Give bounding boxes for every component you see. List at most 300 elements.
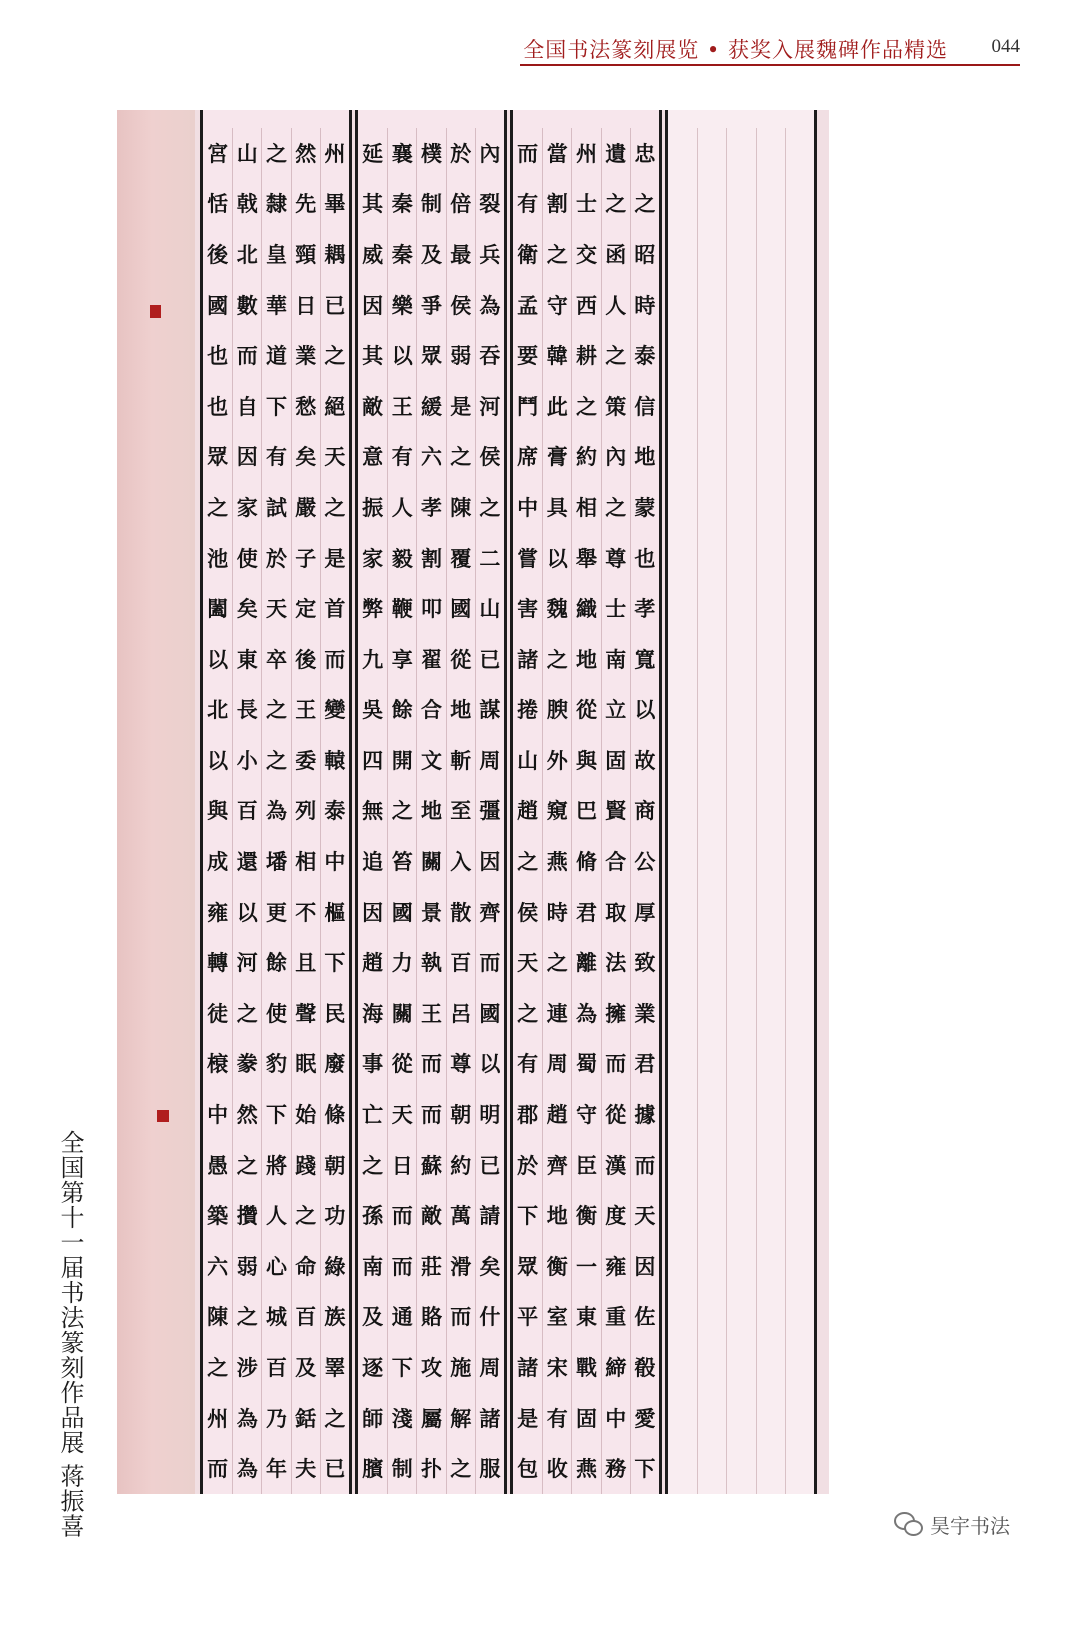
calligraphy-character: 振 — [362, 494, 384, 520]
calligraphy-character: 諸 — [517, 1355, 539, 1381]
calligraphy-character: 時 — [542, 887, 571, 938]
calligraphy-character: 而 — [320, 634, 349, 685]
calligraphy-character — [756, 533, 785, 584]
calligraphy-character: 州 — [571, 128, 600, 179]
calligraphy-character: 數 — [232, 280, 261, 331]
calligraphy-character: 施 — [446, 1342, 475, 1393]
calligraphy-character: 之 — [475, 482, 504, 533]
calligraphy-character: 且 — [291, 937, 320, 988]
calligraphy-character — [668, 482, 697, 533]
calligraphy-character: 二 — [475, 533, 504, 584]
calligraphy-character: 自 — [232, 381, 261, 432]
calligraphy-character: 宋 — [542, 1342, 571, 1393]
calligraphy-character — [668, 1393, 697, 1444]
calligraphy-character: 豢 — [232, 1039, 261, 1090]
calligraphy-character — [668, 1089, 697, 1140]
calligraphy-character: 長 — [232, 685, 261, 736]
calligraphy-character — [785, 887, 814, 938]
calligraphy-character: 有 — [517, 191, 539, 217]
calligraphy-character: 趙 — [362, 950, 384, 976]
calligraphy-character: 嚴 — [291, 482, 320, 533]
calligraphy-character — [726, 229, 755, 280]
calligraphy-character: 殽 — [630, 1342, 659, 1393]
calligraphy-character: 中 — [207, 1102, 229, 1128]
calligraphy-character: 嘗 — [517, 545, 539, 571]
calligraphy-character: 地 — [630, 432, 659, 483]
calligraphy-character: 交 — [571, 229, 600, 280]
calligraphy-character — [668, 330, 697, 381]
calligraphy-character: 之 — [630, 179, 659, 230]
calligraphy-character: 衛 — [517, 241, 539, 267]
calligraphy-character: 使 — [261, 988, 290, 1039]
calligraphy-character: 之 — [207, 1355, 229, 1381]
calligraphy-character: 為 — [232, 1443, 261, 1494]
calligraphy-character — [756, 432, 785, 483]
calligraphy-character — [697, 330, 726, 381]
calligraphy-character — [756, 229, 785, 280]
calligraphy-character: 當 — [542, 128, 571, 179]
calligraphy-character: 關 — [387, 988, 416, 1039]
calligraphy-character — [697, 1140, 726, 1191]
calligraphy-character: 已 — [475, 1140, 504, 1191]
calligraphy-character: 燕 — [571, 1443, 600, 1494]
calligraphy-character — [756, 1241, 785, 1292]
calligraphy-character — [785, 988, 814, 1039]
calligraphy-character — [756, 583, 785, 634]
calligraphy-character: 之 — [320, 330, 349, 381]
calligraphy-character — [697, 482, 726, 533]
calligraphy-character: 百 — [291, 1292, 320, 1343]
calligraphy-character: 襄 — [387, 128, 416, 179]
calligraphy-character — [697, 634, 726, 685]
calligraphy-character: 下 — [261, 1089, 290, 1140]
calligraphy-character: 與 — [571, 735, 600, 786]
calligraphy-character — [756, 381, 785, 432]
calligraphy-character: 孟 — [517, 292, 539, 318]
seal-stamp — [150, 305, 161, 318]
calligraphy-character: 以 — [475, 1039, 504, 1090]
calligraphy-character: 不 — [291, 887, 320, 938]
calligraphy-character: 商 — [630, 786, 659, 837]
calligraphy-character — [668, 836, 697, 887]
calligraphy-character: 然 — [232, 1089, 261, 1140]
calligraphy-character: 事 — [362, 1051, 384, 1077]
calligraphy-character — [697, 128, 726, 179]
calligraphy-character — [756, 330, 785, 381]
calligraphy-character: 而 — [416, 1089, 445, 1140]
calligraphy-character — [726, 988, 755, 1039]
calligraphy-character: 通 — [387, 1292, 416, 1343]
calligraphy-character — [697, 1039, 726, 1090]
calligraphy-character — [756, 1342, 785, 1393]
calligraphy-character: 陳 — [207, 1304, 229, 1330]
calligraphy-character: 眠 — [291, 1039, 320, 1090]
calligraphy-character: 要 — [517, 343, 539, 369]
calligraphy-character — [668, 1140, 697, 1191]
calligraphy-character — [756, 280, 785, 331]
calligraphy-character — [756, 1443, 785, 1494]
calligraphy-character — [726, 482, 755, 533]
calligraphy-character: 海 — [362, 1000, 384, 1026]
calligraphy-character — [697, 1342, 726, 1393]
calligraphy-character: 與 — [207, 798, 229, 824]
calligraphy-character: 固 — [571, 1393, 600, 1444]
calligraphy-character: 戰 — [571, 1342, 600, 1393]
calligraphy-character: 然 — [291, 128, 320, 179]
calligraphy-character: 於 — [446, 128, 475, 179]
calligraphy-character: 是 — [517, 1405, 539, 1431]
calligraphy-character: 州 — [207, 1405, 229, 1431]
calligraphy-character: 之 — [261, 685, 290, 736]
calligraphy-character — [697, 836, 726, 887]
calligraphy-character: 其 — [362, 343, 384, 369]
calligraphy-character: 士 — [601, 583, 630, 634]
calligraphy-character: 從 — [571, 685, 600, 736]
calligraphy-character — [668, 988, 697, 1039]
calligraphy-character: 築 — [207, 1203, 229, 1229]
calligraphy-character: 捲 — [517, 697, 539, 723]
calligraphy-character — [697, 887, 726, 938]
calligraphy-character: 此 — [542, 381, 571, 432]
calligraphy-character: 策 — [601, 381, 630, 432]
calligraphy-character: 臏 — [362, 1456, 384, 1482]
calligraphy-character: 而 — [601, 1039, 630, 1090]
calligraphy-character: 守 — [542, 280, 571, 331]
calligraphy-character: 滑 — [446, 1241, 475, 1292]
calligraphy-character: 已 — [475, 634, 504, 685]
calligraphy-character: 淺 — [387, 1393, 416, 1444]
calligraphy-character: 故 — [630, 735, 659, 786]
calligraphy-character: 家 — [232, 482, 261, 533]
calligraphy-character: 扑 — [416, 1443, 445, 1494]
calligraphy-character: 齊 — [542, 1140, 571, 1191]
calligraphy-character: 年 — [261, 1443, 290, 1494]
calligraphy-character: 齊 — [475, 887, 504, 938]
calligraphy-character: 後 — [291, 634, 320, 685]
calligraphy-character: 之 — [601, 482, 630, 533]
calligraphy-character — [668, 786, 697, 837]
calligraphy-character — [785, 1190, 814, 1241]
calligraphy-character: 雍 — [601, 1241, 630, 1292]
calligraphy-character: 彊 — [475, 786, 504, 837]
calligraphy-character — [726, 937, 755, 988]
calligraphy-character: 銛 — [291, 1393, 320, 1444]
calligraphy-character: 孝 — [416, 482, 445, 533]
calligraphy-character: 以 — [207, 646, 229, 672]
calligraphy-character: 還 — [232, 836, 261, 887]
calligraphy-character — [668, 1241, 697, 1292]
calligraphy-character: 入 — [446, 836, 475, 887]
calligraphy-character: 北 — [207, 697, 229, 723]
calligraphy-character — [785, 229, 814, 280]
calligraphy-character: 天 — [261, 583, 290, 634]
calligraphy-character: 君 — [630, 1039, 659, 1090]
calligraphy-character: 締 — [601, 1342, 630, 1393]
calligraphy-character: 服 — [475, 1443, 504, 1494]
seal-stamp — [157, 1110, 169, 1122]
calligraphy-character: 逐 — [362, 1355, 384, 1381]
calligraphy-character — [697, 937, 726, 988]
calligraphy-character — [697, 1393, 726, 1444]
calligraphy-character: 眾 — [207, 444, 229, 470]
calligraphy-character: 民 — [320, 988, 349, 1039]
calligraphy-character — [756, 1089, 785, 1140]
calligraphy-character: 功 — [320, 1190, 349, 1241]
calligraphy-character: 是 — [320, 533, 349, 584]
calligraphy-character: 取 — [601, 887, 630, 938]
calligraphy-character: 眾 — [517, 1253, 539, 1279]
calligraphy-character: 廢 — [320, 1039, 349, 1090]
calligraphy-character: 之 — [571, 381, 600, 432]
calligraphy-character: 涉 — [232, 1342, 261, 1393]
calligraphy-character: 之 — [387, 786, 416, 837]
calligraphy-character: 百 — [232, 786, 261, 837]
calligraphy-character — [668, 280, 697, 331]
calligraphy-character: 徒 — [207, 1000, 229, 1026]
calligraphy-character: 條 — [320, 1089, 349, 1140]
calligraphy-character: 命 — [291, 1241, 320, 1292]
calligraphy-character: 之 — [446, 432, 475, 483]
calligraphy-character: 郡 — [517, 1102, 539, 1128]
calligraphy-character — [726, 1190, 755, 1241]
calligraphy-character: 萬 — [446, 1190, 475, 1241]
calligraphy-character: 國 — [475, 988, 504, 1039]
calligraphy-character: 天 — [517, 950, 539, 976]
calligraphy-character: 裂 — [475, 179, 504, 230]
calligraphy-character: 散 — [446, 887, 475, 938]
calligraphy-character: 也 — [630, 533, 659, 584]
calligraphy-character: 笞 — [387, 836, 416, 887]
calligraphy-character — [668, 735, 697, 786]
calligraphy-character: 以 — [542, 533, 571, 584]
calligraphy-character: 之 — [232, 1292, 261, 1343]
watermark-text: 昊宇书法 — [930, 1513, 1010, 1538]
calligraphy-character: 委 — [291, 735, 320, 786]
calligraphy-character: 餘 — [387, 685, 416, 736]
calligraphy-character: 眾 — [416, 330, 445, 381]
calligraphy-character: 是 — [446, 381, 475, 432]
calligraphy-character: 天 — [320, 432, 349, 483]
calligraphy-character: 人 — [601, 280, 630, 331]
calligraphy-character: 弱 — [232, 1241, 261, 1292]
calligraphy-character: 遺 — [601, 128, 630, 179]
calligraphy-character: 國 — [207, 292, 229, 318]
calligraphy-character: 業 — [630, 988, 659, 1039]
calligraphy-character: 弱 — [446, 330, 475, 381]
calligraphy-character — [785, 937, 814, 988]
calligraphy-character — [726, 1443, 755, 1494]
calligraphy-character: 雍 — [207, 899, 229, 925]
calligraphy-character: 日 — [387, 1140, 416, 1191]
calligraphy-character: 重 — [601, 1292, 630, 1343]
calligraphy-character: 將 — [261, 1140, 290, 1191]
calligraphy-character: 山 — [475, 583, 504, 634]
calligraphy-character: 朝 — [446, 1089, 475, 1140]
calligraphy-character: 什 — [475, 1292, 504, 1343]
calligraphy-character — [668, 887, 697, 938]
calligraphy-character: 賂 — [416, 1292, 445, 1343]
calligraphy-character: 及 — [416, 229, 445, 280]
calligraphy-character — [697, 381, 726, 432]
calligraphy-character: 延 — [362, 140, 384, 166]
calligraphy-character: 景 — [416, 887, 445, 938]
calligraphy-character: 衡 — [542, 1241, 571, 1292]
calligraphy-character — [785, 1342, 814, 1393]
calligraphy-character: 下 — [261, 381, 290, 432]
calligraphy-character: 守 — [571, 1089, 600, 1140]
calligraphy-character: 愛 — [630, 1393, 659, 1444]
calligraphy-character: 絕 — [320, 381, 349, 432]
calligraphy-character: 下 — [630, 1443, 659, 1494]
calligraphy-character — [668, 1342, 697, 1393]
calligraphy-character: 士 — [571, 179, 600, 230]
calligraphy-character — [726, 786, 755, 837]
calligraphy-character: 收 — [542, 1443, 571, 1494]
calligraphy-character: 東 — [232, 634, 261, 685]
calligraphy-character — [785, 583, 814, 634]
calligraphy-character: 地 — [571, 634, 600, 685]
calligraphy-character: 公 — [630, 836, 659, 887]
calligraphy-character: 畢 — [320, 179, 349, 230]
calligraphy-character: 東 — [571, 1292, 600, 1343]
calligraphy-character — [785, 1089, 814, 1140]
calligraphy-character: 子 — [291, 533, 320, 584]
calligraphy-character: 因 — [232, 432, 261, 483]
calligraphy-character: 地 — [542, 1190, 571, 1241]
calligraphy-character: 一 — [571, 1241, 600, 1292]
calligraphy-character — [726, 179, 755, 230]
calligraphy-character — [756, 128, 785, 179]
calligraphy-character: 之 — [517, 1000, 539, 1026]
calligraphy-character: 地 — [446, 685, 475, 736]
calligraphy-character: 臣 — [571, 1140, 600, 1191]
calligraphy-character — [756, 1190, 785, 1241]
calligraphy-panel-3 — [510, 110, 662, 1494]
calligraphy-character — [785, 432, 814, 483]
calligraphy-character: 函 — [601, 229, 630, 280]
calligraphy-character: 師 — [362, 1405, 384, 1431]
calligraphy-character — [726, 128, 755, 179]
calligraphy-character: 君 — [571, 887, 600, 938]
calligraphy-character: 腴 — [542, 685, 571, 736]
calligraphy-character: 已 — [320, 1443, 349, 1494]
calligraphy-character: 業 — [291, 330, 320, 381]
calligraphy-character: 平 — [517, 1304, 539, 1330]
calligraphy-character: 斬 — [446, 735, 475, 786]
calligraphy-character: 及 — [362, 1304, 384, 1330]
calligraphy-character: 侯 — [446, 280, 475, 331]
calligraphy-character: 鬥 — [517, 393, 539, 419]
calligraphy-character — [785, 280, 814, 331]
calligraphy-character — [697, 786, 726, 837]
calligraphy-character: 樸 — [416, 128, 445, 179]
calligraphy-character: 樂 — [387, 280, 416, 331]
calligraphy-character: 之 — [207, 494, 229, 520]
calligraphy-character: 信 — [630, 381, 659, 432]
calligraphy-character: 魏 — [542, 583, 571, 634]
calligraphy-character: 之 — [261, 735, 290, 786]
calligraphy-character — [785, 482, 814, 533]
calligraphy-character: 而 — [232, 330, 261, 381]
calligraphy-character: 耦 — [320, 229, 349, 280]
calligraphy-character — [756, 1292, 785, 1343]
calligraphy-character: 之 — [542, 634, 571, 685]
calligraphy-character: 先 — [291, 179, 320, 230]
calligraphy-character: 明 — [475, 1089, 504, 1140]
calligraphy-character — [697, 1241, 726, 1292]
calligraphy-character: 力 — [387, 937, 416, 988]
calligraphy-character: 泰 — [630, 330, 659, 381]
book-title: 全国书法篆刻展览 • 获奖入展魏碑作品精选 — [523, 38, 948, 62]
calligraphy-character: 矣 — [475, 1241, 504, 1292]
calligraphy-character: 周 — [542, 1039, 571, 1090]
calligraphy-character — [785, 128, 814, 179]
calligraphy-character — [697, 179, 726, 230]
calligraphy-character: 害 — [517, 596, 539, 622]
calligraphy-character: 據 — [630, 1089, 659, 1140]
calligraphy-character — [668, 179, 697, 230]
calligraphy-character — [785, 1393, 814, 1444]
calligraphy-character — [726, 381, 755, 432]
calligraphy-character: 從 — [446, 634, 475, 685]
calligraphy-character: 人 — [387, 482, 416, 533]
calligraphy-character: 聲 — [291, 988, 320, 1039]
calligraphy-character — [697, 1443, 726, 1494]
calligraphy-character: 下 — [517, 1203, 539, 1229]
calligraphy-character — [726, 330, 755, 381]
calligraphy-character: 蜀 — [571, 1039, 600, 1090]
inscription-strip — [117, 110, 195, 1494]
calligraphy-character — [668, 1039, 697, 1090]
calligraphy-character: 忠 — [630, 128, 659, 179]
calligraphy-character: 內 — [475, 128, 504, 179]
calligraphy-character: 緩 — [416, 381, 445, 432]
calligraphy-character: 因 — [475, 836, 504, 887]
calligraphy-character: 解 — [446, 1393, 475, 1444]
calligraphy-character — [785, 836, 814, 887]
calligraphy-character: 耕 — [571, 330, 600, 381]
calligraphy-character — [697, 1190, 726, 1241]
calligraphy-character: 有 — [517, 1051, 539, 1077]
calligraphy-character: 卒 — [261, 634, 290, 685]
calligraphy-character: 吳 — [362, 697, 384, 723]
calligraphy-character: 制 — [387, 1443, 416, 1494]
calligraphy-character — [726, 1089, 755, 1140]
calligraphy-character: 以 — [630, 685, 659, 736]
calligraphy-character: 屬 — [416, 1393, 445, 1444]
calligraphy-character: 執 — [416, 937, 445, 988]
calligraphy-character: 割 — [542, 179, 571, 230]
calligraphy-character — [726, 1039, 755, 1090]
calligraphy-character: 離 — [571, 937, 600, 988]
calligraphy-character: 轅 — [320, 735, 349, 786]
calligraphy-character: 王 — [416, 988, 445, 1039]
calligraphy-character: 蘇 — [416, 1140, 445, 1191]
calligraphy-character: 朝 — [320, 1140, 349, 1191]
calligraphy-character — [726, 280, 755, 331]
calligraphy-character — [785, 533, 814, 584]
calligraphy-character: 爭 — [416, 280, 445, 331]
calligraphy-character: 內 — [601, 432, 630, 483]
calligraphy-character: 之 — [320, 1393, 349, 1444]
calligraphy-character: 侯 — [517, 899, 539, 925]
calligraphy-character — [726, 1342, 755, 1393]
calligraphy-character: 以 — [232, 887, 261, 938]
calligraphy-character: 厚 — [630, 887, 659, 938]
calligraphy-character — [726, 533, 755, 584]
calligraphy-character: 享 — [387, 634, 416, 685]
calligraphy-character: 侯 — [475, 432, 504, 483]
